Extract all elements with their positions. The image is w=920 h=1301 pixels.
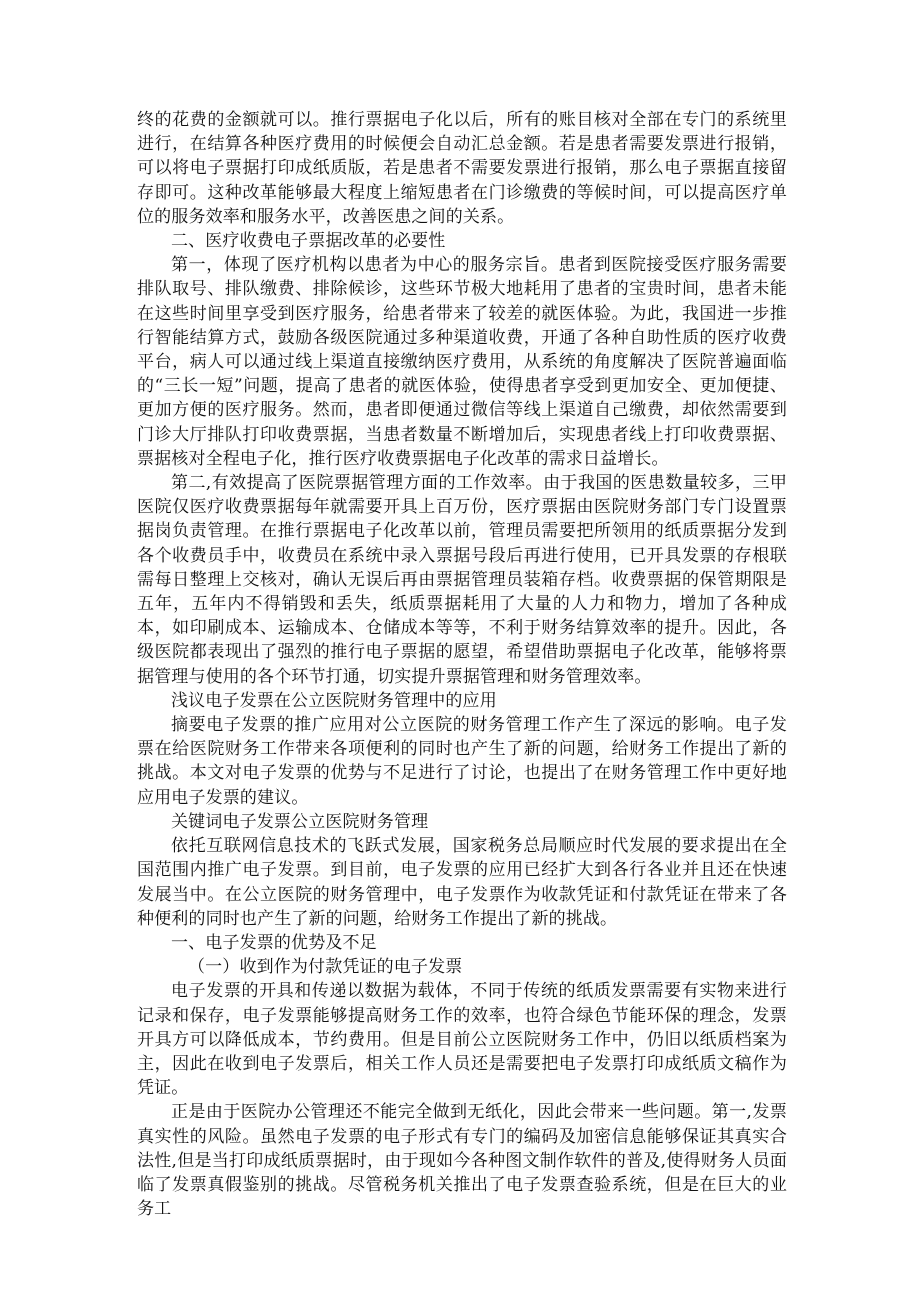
paragraph-abstract: 摘要电子发票的推广应用对公立医院的财务管理工作产生了深远的影响。电子发票在给医院财务工作带来各项便利的同时也产生了新的问题，给财务工作提出了新的挑战。本文对电子发票的优势与不足进行了讨论，也提出了在财务管理工作中更好地应用电子发票的建议。 xyxy=(137,715,787,808)
paragraph-authenticity-risk: 正是由于医院办公管理还不能完全做到无纸化，因此会带来一些问题。第一,发票真实性的风险。虽然电子发票的电子形式有专门的编码及加密信息能够保证其真实合法性,但是当打印成纸质票据时，由于现如今各种图文制作软件的普及,使得财务人员面临了发票真假鉴别的挑战。尽管税务机关推出了电子发票查验系统，但是在巨大的业务工 xyxy=(137,1102,787,1220)
section-heading-necessity: 二、医疗收费电子票据改革的必要性 xyxy=(171,231,446,252)
subsection-heading-receive: （一）收到作为付款凭证的电子发票 xyxy=(188,957,463,978)
paragraph-receive-invoice: 电子发票的开具和传递以数据为载体，不同于传统的纸质发票需要有实物来进行记录和保存，电子发票能够提高财务工作的效率，也符合绿色节能环保的理念，发票开具方可以降低成本，节约费用。但是目前公立医院财务工作中，仍旧以纸质档案为主，因此在收到电子发票后，相关工作人员还是需要把电子发票打印成纸质文稿作为凭证。 xyxy=(137,981,787,1099)
paragraph-second-point: 第二,有效提高了医院票据管理方面的工作效率。由于我国的医患数量较多，三甲医院仅医疗收费票据每年就需要开具上百万份，医疗票据由医院财务部门专门设置票据岗负责管理。在推行票据电子化改革以前，管理员需要把所领用的纸质票据分发到各个收费员手中，收费员在系统中录入票据号段后再进行使用，已开具发票的存根联需每日整理上交核对，确认无误后再由票据管理员装箱存档。收费票据的保管期限是五年，五年内不得销毁和丢失，纸质票据耗用了大量的人力和物力，增加了各种成本，如印刷成本、运输成本、仓储成本等等，不利于财务结算效率的提升。因此，各级医院都表现出了强烈的推行电子票据的愿望，希望借助票据电子化改革，能够将票据管理与使用的各个环节打通，切实提升票据管理和财务管理效率。 xyxy=(137,473,787,687)
paragraph-introduction: 依托互联网信息技术的飞跃式发展，国家税务总局顺应时代发展的要求提出在全国范围内推广电子发票。到目前，电子发票的应用已经扩大到各行各业并且还在快速发展当中。在公立医院的财务管理中，电子发票作为收款凭证和付款凭证在带来了各种便利的同时也产生了新的问题，给财务工作提出了新的挑战。 xyxy=(137,836,787,929)
paragraph-first-point: 第一，体现了医疗机构以患者为中心的服务宗旨。患者到医院接受医疗服务需要排队取号、排队缴费、排除候诊，这些环节极大地耗用了患者的宝贵时间，患者未能在这些时间里享受到医疗服务，给患者带来了较差的就医体验。为此，我国进一步推行智能结算方式，鼓励各级医院通过多种渠道收费，开通了各种自助性质的医疗收费平台，病人可以通过线上渠道直接缴纳医疗费用，从系统的角度解决了医院普遍面临的“三长一短”问题，提高了患者的就医体验，使得患者享受到更加安全、更加便捷、更加方便的医疗服务。然而，患者即便通过微信等线上渠道自己缴费，却依然需要到门诊大厅排队打印收费票据，当患者数量不断增加后，实现患者线上打印收费票据、票据核对全程电子化，推行医疗收费票据电子化改革的需求日益增长。 xyxy=(137,255,787,469)
keywords-line: 关键词电子发票公立医院财务管理 xyxy=(171,811,429,832)
article-title: 浅议电子发票在公立医院财务管理中的应用 xyxy=(171,690,497,711)
section-heading-advantages: 一、电子发票的优势及不足 xyxy=(171,932,377,953)
document-page xyxy=(137,108,787,1221)
paragraph-continuation: 终的花费的金额就可以。推行票据电子化以后，所有的账目核对全部在专门的系统里进行，在结算各种医疗费用的时候便会自动汇总金额。若是患者需要发票进行报销，可以将电子票据打印成纸质版，若是患者不需要发票进行报销，那么电子票据直接留存即可。这种改革能够最大程度上缩短患者在门诊缴费的等候时间，可以提高医疗单位的服务效率和服务水平，改善医患之间的关系。 xyxy=(137,110,787,227)
